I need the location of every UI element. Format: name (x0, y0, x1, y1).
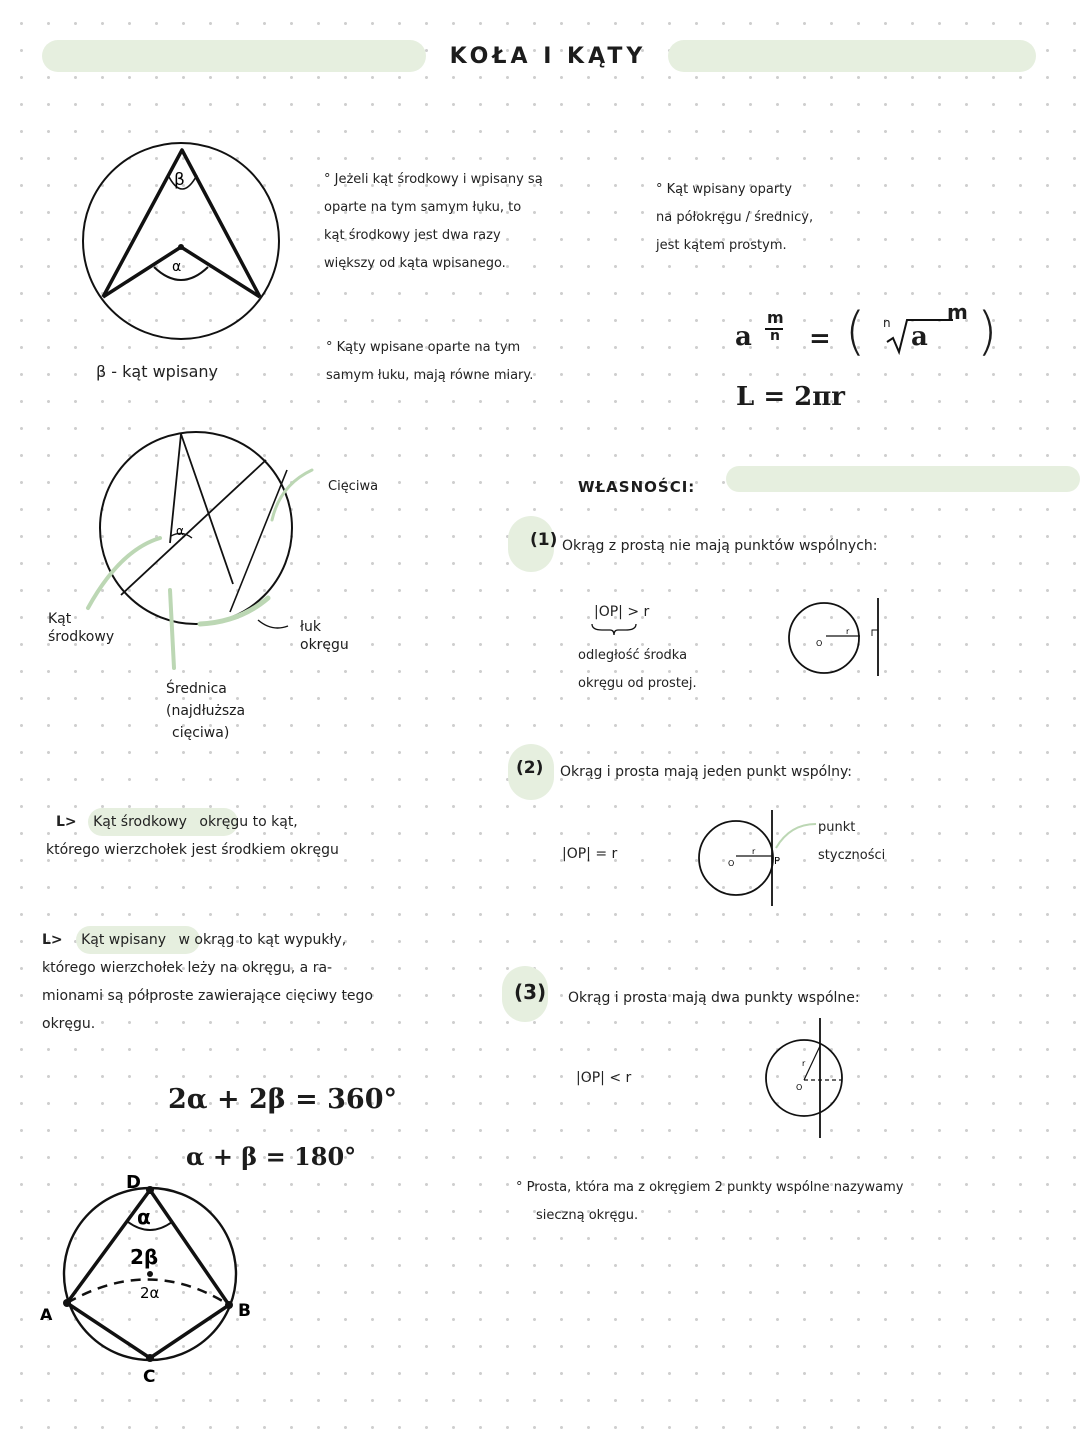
p3-line: ° Kąt wpisany oparty (656, 182, 792, 197)
root-exponent: m (947, 300, 968, 324)
power-denominator: n (770, 328, 780, 344)
property-2-label (818, 814, 885, 870)
title-banner-left (42, 40, 426, 72)
property-2-diagram (694, 808, 824, 908)
equation-sum: α + β = 180° (186, 1142, 357, 1171)
fig2-alpha-label: α (176, 524, 184, 538)
p1-line: ° Jeżeli kąt środkowy i wpisany są (324, 172, 543, 187)
vertex-c-label: C (143, 1367, 156, 1387)
property-1-condition: |OP| > r (594, 604, 650, 620)
figure-inscribed-central-angle (70, 135, 300, 345)
property-3-o-label: O (796, 1083, 803, 1092)
def1-line1 (46, 808, 466, 836)
close-paren: ) (977, 302, 998, 362)
p2-line: ° Kąty wpisane oparte na tym (326, 340, 521, 355)
label-central-angle-line: środkowy (48, 629, 115, 645)
property-2-label-line: styczności (818, 848, 886, 863)
def1-line2: którego wierzchołek jest środkiem okręgu (46, 842, 339, 858)
equation-sum-doubled: 2α + 2β = 360° (168, 1084, 397, 1115)
p1-line: większy od kąta wpisanego. (324, 256, 506, 271)
property-3-condition: |OP| < r (576, 1070, 632, 1086)
open-paren: ( (845, 302, 866, 362)
paragraph-central-vs-inscribed (324, 166, 604, 278)
label-diameter (166, 678, 245, 744)
def2-line4: okręgu. (42, 1016, 96, 1032)
property-2-o-label: O (728, 859, 735, 868)
label-arc-line: łuk (300, 619, 321, 635)
definition-inscribed-angle (42, 926, 482, 1038)
fig3-twobeta-label: 2β (130, 1245, 159, 1269)
def2-line2: którego wierzchołek leży na okręgu, a ra- (42, 960, 333, 976)
property-1-text: Okrąg z prostą nie mają punktów wspólnych: (562, 538, 878, 554)
paragraph-equal-inscribed (326, 334, 606, 390)
property-2-condition: |OP| = r (562, 846, 618, 862)
property-1-note-line: okręgu od prostej. (578, 676, 697, 691)
property-2-text: Okrąg i prosta mają jeden punkt wspólny: (560, 764, 852, 780)
def1-rest: okręgu to kąt, (199, 814, 298, 830)
property-3-diagram (756, 1016, 856, 1140)
root-radicand: a (911, 322, 928, 352)
root-index: n (883, 316, 891, 330)
fig1-beta-label: β (174, 170, 185, 190)
power-numerator: m (767, 308, 784, 327)
label-arc-line: okręgu (300, 637, 349, 653)
def2-rest: w okrąg to kąt wypukły, (178, 932, 347, 948)
page-title: KOŁA I KĄTY (449, 44, 647, 69)
property-1-o-label: O (816, 639, 823, 648)
properties-banner (726, 466, 1080, 492)
property-1-diagram (780, 596, 890, 680)
property-2-p-label: P (774, 856, 781, 867)
def2-line1 (42, 926, 482, 954)
label-diameter-line: Średnica (166, 681, 227, 697)
p1-line: kąt środkowy jest dwa razy (324, 228, 501, 243)
property-2-label-line: punkt (818, 820, 856, 835)
vertex-a-label: A (40, 1305, 53, 1324)
property-1-number: (1) (530, 530, 558, 550)
p1-line: oparte na tym samym łuku, to (324, 200, 522, 215)
arrow-icon: L> (42, 932, 63, 948)
figure-cyclic-quadrilateral (30, 1160, 280, 1390)
definition-central-angle (46, 808, 466, 864)
def1-highlight: Kąt środkowy (93, 814, 187, 830)
fig3-twoalpha-label: 2α (140, 1284, 160, 1302)
fig1-alpha-label: α (172, 259, 182, 275)
p3-line: jest kątem prostym. (656, 238, 787, 253)
property-3-r-label: r (802, 1059, 806, 1068)
vertex-d-label: D (126, 1172, 141, 1193)
equals-sign: = (809, 324, 831, 354)
formula-root (735, 298, 1015, 368)
power-base: a (735, 322, 752, 352)
footnote-line: ° Prosta, która ma z okręgiem 2 punkty wspólne nazywamy (516, 1180, 904, 1195)
title-banner-right (668, 40, 1036, 72)
property-3-number: (3) (514, 980, 547, 1004)
formula-circumference: L = 2πr (736, 382, 845, 412)
def2-line3: mionami są półproste zawierające cięciwy tego (42, 988, 373, 1004)
label-central-angle (48, 608, 114, 648)
fig3-alpha-label: α (137, 1205, 151, 1229)
property-3-text: Okrąg i prosta mają dwa punkty wspólne: (568, 990, 860, 1006)
label-diameter-line: (najdłuższa (166, 703, 246, 719)
arrow-icon: L> (56, 814, 77, 830)
label-chord: Cięciwa (328, 479, 379, 494)
property-2-r-label: r (752, 847, 756, 856)
label-central-angle-line: Kąt (48, 611, 72, 627)
property-1-note-line: odległość środka (578, 648, 688, 663)
def2-highlight: Kąt wpisany (81, 932, 167, 948)
secant-footnote (516, 1174, 1056, 1230)
property-1-r-label: r (846, 627, 850, 636)
property-2-number: (2) (516, 758, 544, 778)
vertex-b-label: B (238, 1301, 251, 1321)
brace-icon (590, 622, 638, 636)
properties-heading: WŁASNOŚCI: (578, 478, 696, 496)
footnote-line: sieczną okręgu. (536, 1208, 639, 1223)
p2-line: samym łuku, mają równe miary. (326, 368, 534, 383)
p3-line: na półokręgu / średnicy, (656, 210, 814, 225)
property-1-note (578, 642, 697, 698)
paragraph-right-angle (656, 176, 876, 260)
label-arc (300, 616, 349, 656)
beta-caption: β - kąt wpisany (96, 362, 219, 381)
label-diameter-line: cięciwa) (172, 725, 230, 741)
